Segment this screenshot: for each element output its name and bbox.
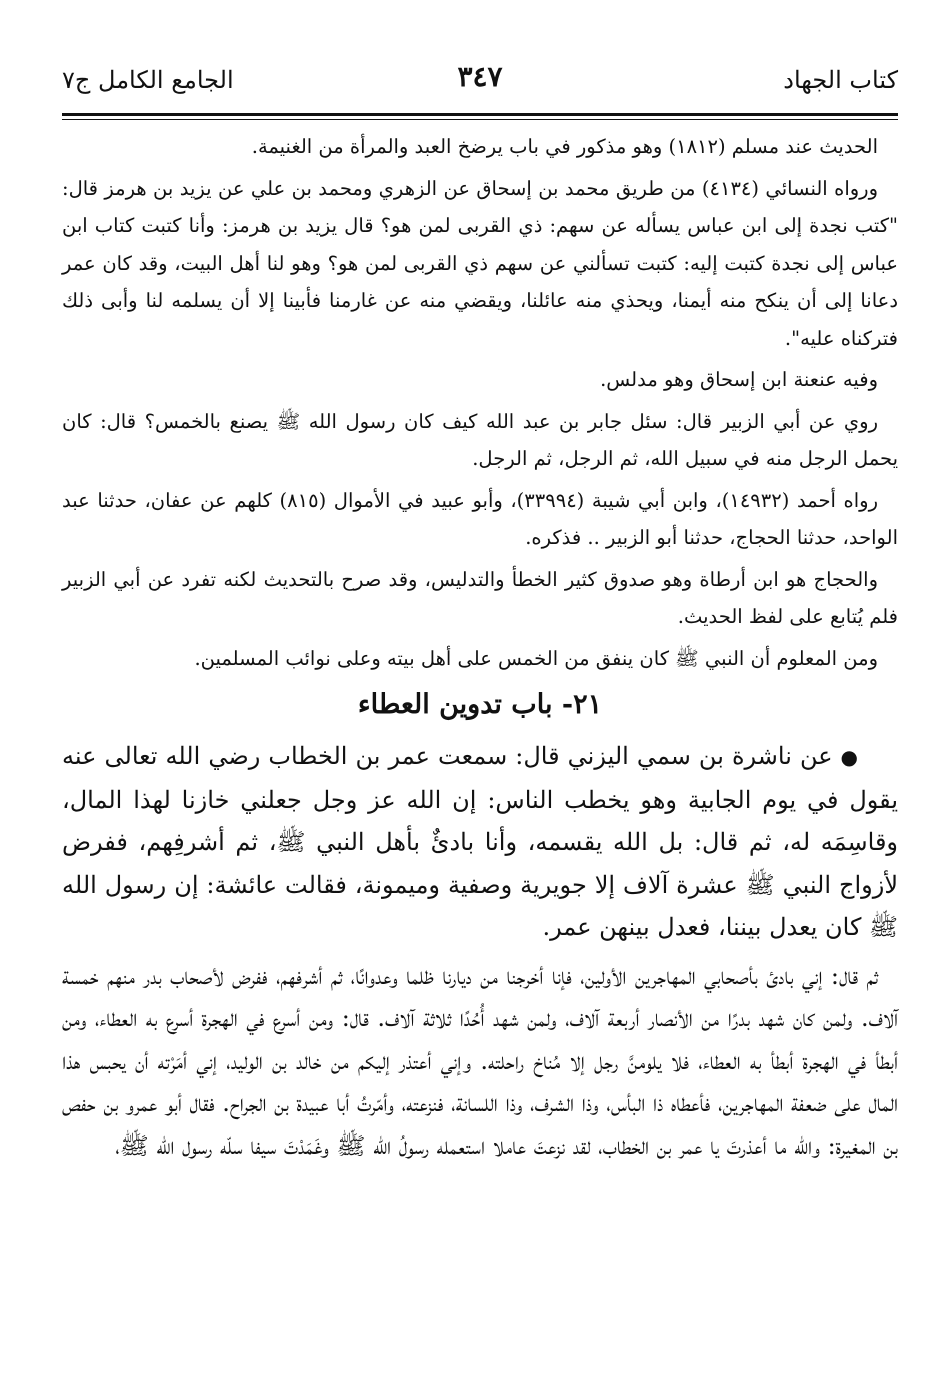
hadith-text: عن ناشرة بن سمي اليزني قال: سمعت عمر بن الخطاب رضي الله تعالى عنه يقول في يوم الجابية وهو يخطب الناس: إن الله عز وجل جعلني خازنا لهذا المال، وقاسِمَه له، ثم قال: بل الله يقسمه، وأنا بادئٌ بأهل النبي ﷺ، ثم أشرفِهم، ففرض لأزواج النبي ﷺ عشرة آلاف إلا جويرية وصفية وميمونة، فقالت عائشة: إن رسول الله ﷺ كان يعدل بيننا، فعدل بينهن عمر. [62, 742, 899, 941]
hadith-paragraph: ثم قال: إني بادئ بأصحابي المهاجرين الأولين، فإنا أخرجنا من ديارنا ظلما وعدوانًا، ثم أشرفهم، ففرض لأصحاب بدر منهم خمسة آلاف. ولمن كان شهد بدرًا من الأنصار أربعة آلاف، ولمن شهد أُحُدًا ثلاثة آلاف. قال: ومن أسرع في الهجرة أسرع به العطاء، ومن أبطأ في الهجرة أبطأ به العطاء، فلا يلومنَّ رجل إلا مُناخ راحلته. وإني أعتذر إليكم من خالد بن الوليد، إني أمَرْته أن يحبس هذا المال على ضعفة المهاجرين، فأعطاه ذا البأس، وذا الشرف، وذا اللسانة، فنزعته، وأمّرتُ أبا عبيدة بن الجراح. فقال أبو عمرو بن حفص بن المغيرة: والله ما أعذرتَ يا عمر بن الخطاب، لقد نزعتَ عاملا استعمله رسولُ الله ﷺ وغَمَدْتَ سيفا سلّه رسول الله ﷺ، [62, 961, 898, 1160]
header-rule-thin [62, 119, 898, 120]
note-paragraph: والحجاج هو ابن أرطاة وهو صدوق كثير الخطأ والتدليس، وقد صرح بالتحديث لكنه تفرد عن أبي الزبير فلم يُتابع على لفظ الحديث. [62, 567, 898, 628]
note-paragraph: الحديث عند مسلم (١٨١٢) وهو مذكور في باب يرضخ العبد والمرأة من الغنيمة. [251, 135, 878, 158]
series-title: الجامع الكامل ج٧ [62, 66, 234, 94]
book-title: كتاب الجهاد [783, 66, 898, 94]
bullet-marker: ● [840, 745, 858, 769]
hadith-block [62, 735, 898, 1167]
page-number: ٣٤٧ [457, 60, 503, 93]
commentary-block [62, 128, 898, 677]
section-heading: ٢١- باب تدوين العطاء [357, 689, 603, 720]
note-paragraph: روي عن أبي الزبير قال: سئل جابر بن عبد الله كيف كان رسول الله ﷺ يصنع بالخمس؟ قال: كان يحمل الرجل منه في سبيل الله، ثم الرجل، ثم الرجل. [62, 409, 898, 470]
running-header [62, 60, 898, 104]
header-rule-thick [62, 113, 898, 116]
note-paragraph: ورواه النسائي (٤١٣٤) من طريق محمد بن إسحاق عن الزهري ومحمد بن علي عن يزيد بن هرمز قال: "كتب نجدة إلى ابن عباس يسأله عن سهم: ذي القربى لمن هو؟ قال يزيد بن هرمز: وأنا كتبت كتاب ابن عباس إلى نجدة كتبت إليه: كتبت تسألني عن سهم ذي القربى لمن هو؟ وهو لنا أهل البيت، وقد كان عمر دعانا إلى أن ينكح منه أيمنا، ويحذي منه عائلنا، ويقضي منه عن غارمنا فأبينا إلا أن يسلمه لنا وأبى ذلك فتركناه عليه". [62, 176, 898, 350]
note-paragraph: وفيه عنعنة ابن إسحاق وهو مدلس. [600, 368, 878, 391]
note-paragraph: رواه أحمد (١٤٩٣٢)، وابن أبي شيبة (٣٣٩٩٤)، وأبو عبيد في الأموال (٨١٥) كلهم عن عفان، حدثنا عبد الواحد، حدثنا الحجاج، حدثنا أبو الزبير .. فذكره. [62, 488, 898, 549]
page-body [62, 128, 898, 1173]
hadith-paragraph [62, 735, 898, 949]
note-paragraph: ومن المعلوم أن النبي ﷺ كان ينفق من الخمس على أهل بيته وعلى نوائب المسلمين. [194, 646, 878, 670]
